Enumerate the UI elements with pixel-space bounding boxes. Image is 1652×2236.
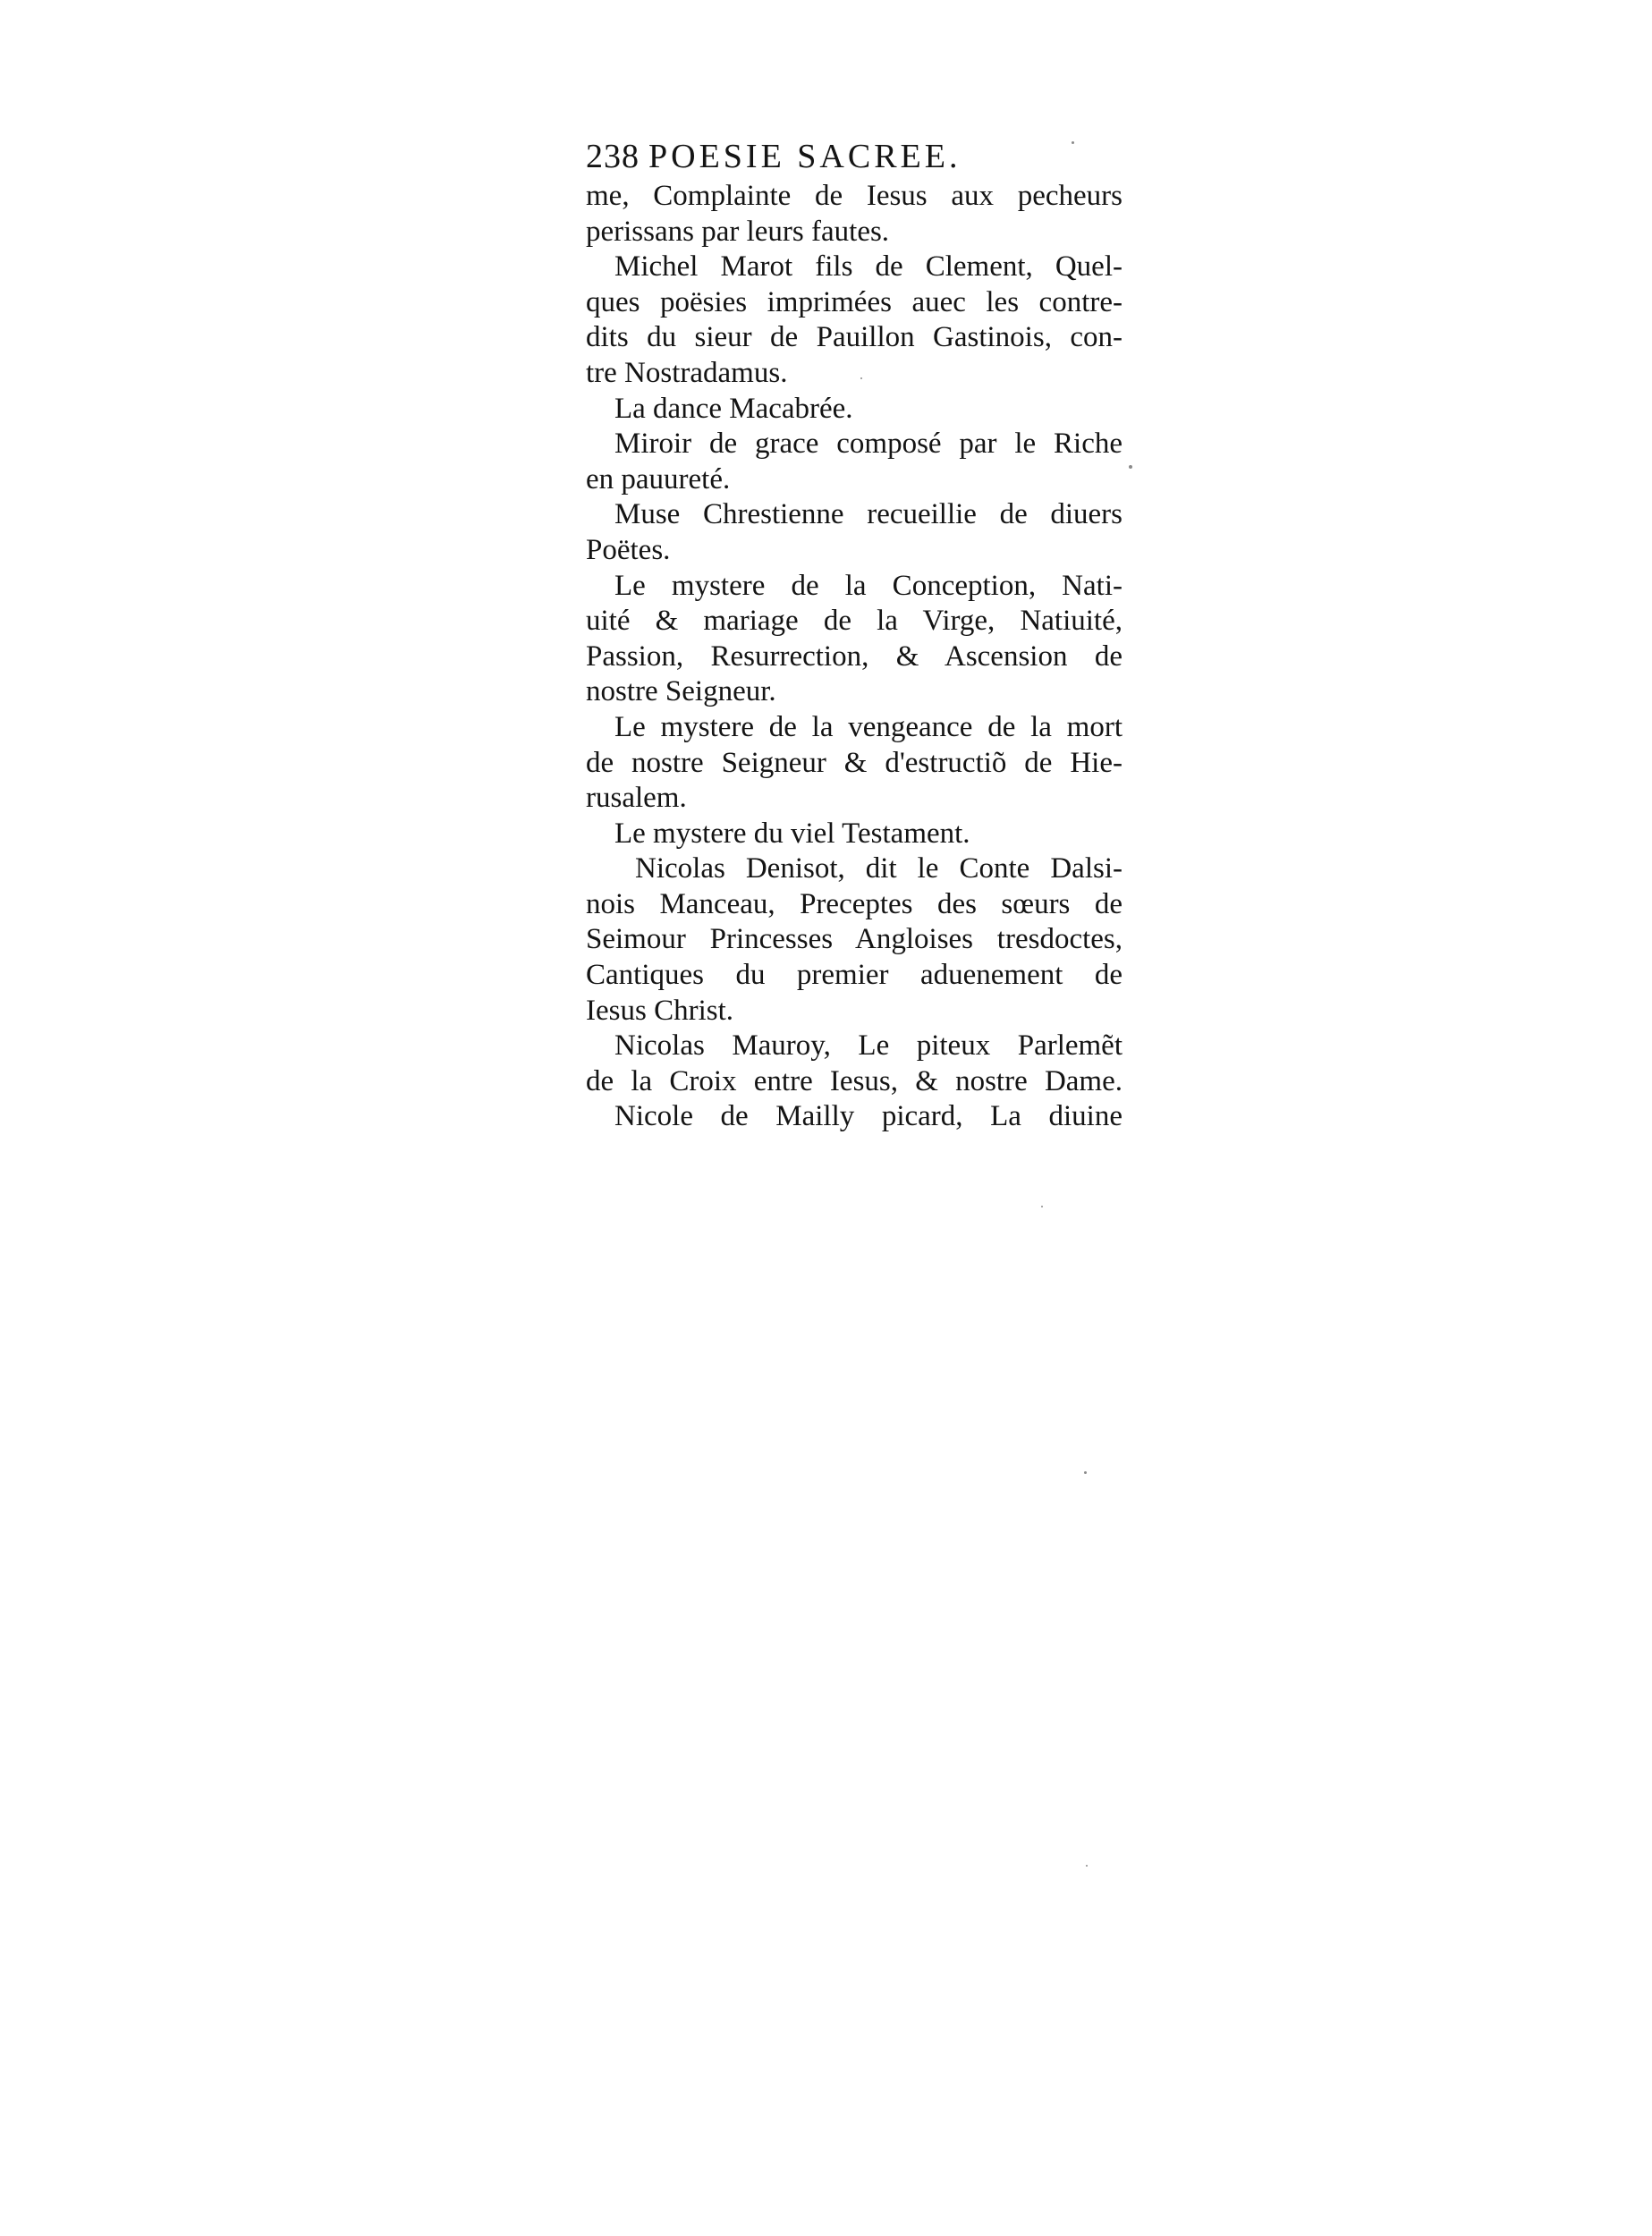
- text-line: de la Croix entre Iesus, & nostre Dame.: [586, 1064, 1123, 1097]
- text-line: Muse Chrestienne recueillie de diuers: [614, 498, 1123, 531]
- text-block: [586, 134, 1123, 1135]
- text-line: dits du sieur de Pauillon Gastinois, con-: [586, 321, 1123, 354]
- text-line: Le mystere de la vengeance de la mort: [614, 710, 1123, 743]
- scan-speck: [1086, 1865, 1088, 1867]
- text-line: La dance Macabrée.: [614, 392, 853, 425]
- scan-speck: [1072, 141, 1074, 144]
- text-line: Nicole de Mailly picard, La diuine: [614, 1100, 1123, 1133]
- text-line: tre Nostradamus.: [586, 356, 788, 389]
- page-title: POESIE SACREE.: [648, 138, 962, 175]
- scan-speck: [1129, 465, 1132, 469]
- text-line: perissans par leurs fautes.: [586, 215, 890, 248]
- text-line: Miroir de grace composé par le Riche: [614, 428, 1123, 461]
- text-line: nois Manceau, Preceptes des sœurs de: [586, 887, 1123, 920]
- text-line: Le mystere du viel Testament.: [614, 817, 970, 850]
- text-line: uité & mariage de la Virge, Natiuité,: [586, 605, 1123, 638]
- text-line: Seimour Princesses Angloises tresdoctes,: [586, 923, 1123, 956]
- text-line: Cantiques du premier aduenement de: [586, 959, 1123, 992]
- running-head: [586, 134, 1123, 179]
- text-line: Le mystere de la Conception, Nati-: [614, 569, 1123, 602]
- text-line: de nostre Seigneur & d'estructiõ de Hie-: [586, 746, 1123, 779]
- scan-speck: [1084, 1471, 1087, 1474]
- scan-speck: [860, 377, 862, 379]
- text-line: rusalem.: [586, 782, 687, 815]
- text-line: Poëtes.: [586, 533, 671, 566]
- scan-speck: [1041, 1206, 1043, 1207]
- text-line: en pauureté.: [586, 462, 731, 495]
- text-line: nostre Seigneur.: [586, 675, 776, 708]
- text-line: me, Complainte de Iesus aux pecheurs: [586, 180, 1123, 212]
- text-line: Nicolas Mauroy, Le piteux Parlemẽt: [614, 1029, 1123, 1063]
- text-line: Michel Marot fils de Clement, Quel-: [614, 250, 1123, 284]
- page-number: 238: [586, 138, 640, 175]
- text-line: Iesus Christ.: [586, 994, 733, 1027]
- text-line: Nicolas Denisot, dit le Conte Dalsi-: [635, 852, 1123, 885]
- text-line: Passion, Resurrection, & Ascension de: [586, 639, 1123, 673]
- text-line: ques poësies imprimées auec les contre-: [586, 285, 1123, 318]
